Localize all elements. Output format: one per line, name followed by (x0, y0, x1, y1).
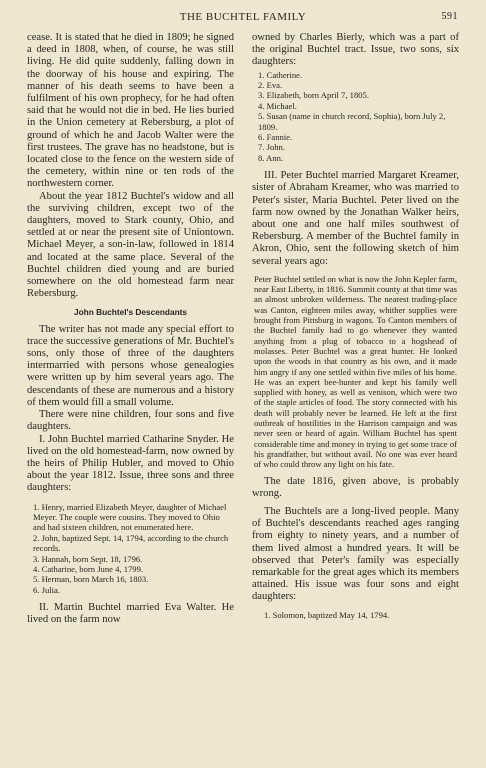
list-item: 1. Solomon, baptized May 14, 1794. (264, 609, 390, 620)
list-item: 7. John. (258, 142, 285, 153)
list-item: 3. Hannah, born Sept. 18, 1796. (33, 553, 143, 564)
children-list (252, 70, 459, 164)
list-item: 8. Ann. (258, 152, 284, 163)
left-column (27, 32, 234, 627)
paragraph: About the year 1812 Buchtel's widow and all the surviving children, except two of the daughters, moved to Stark county, Ohio, and settled at or near the present site of Uniontown. Michael Meyer, a son-in-law, followed in 1814 and located at the same place. Several of the Buchtel children died young and are buried somewhere on the old homestead farm near Rebersburg. (27, 190, 234, 300)
right-column (252, 32, 459, 620)
list-item: 1. Catherine. (258, 69, 303, 80)
list-item: 6. Fannie. (258, 132, 293, 143)
section-heading: John Buchtel's Descendants (73, 307, 188, 318)
list-item: 5. Herman, born March 16, 1803. (33, 574, 149, 585)
header-title: THE BUCHTEL FAMILY (179, 11, 307, 23)
list-item: 2. John, baptized Sept. 14, 1794, according to the church records. (33, 532, 229, 554)
paragraph: The date 1816, given above, is probably wrong. (252, 475, 459, 499)
list-item: 1. Henry, married Elizabeth Meyer, daughter of Michael Meyer. The couple were cousins. They moved to Ohio and had sixteen children, not enumerated here. (33, 501, 227, 533)
list-item: 4. Catharine, born June 4, 1799. (33, 563, 144, 574)
paragraph: owned by Charles Bierly, which was a part of the original Buchtel tract. Issue, two sons, six daughters: (252, 32, 459, 68)
running-header (0, 9, 486, 27)
quoted-sketch: Peter Buchtel settled on what is now the John Kepler farm, near East Liberty, in 1816. Summit county at that time was an almost unbroken wilderness. The nearest trading-place was Canton, eighteen miles away, whither supplies were brought from Pittsburg in wagons. To Canton members of the Buchtel family had to go whenever they wanted anything from a plug of tobacco to a hogshead of molasses. Peter Buchtel was a great hunter. He looked upon the woods in that country as his own, and it made him angry if any one settled within five miles of his home. He was an expert bee-hunter and kept his family well supplied with honey, as well as venison, which were two of the staple articles of food. The story connected with his death will probably never be learned. He left at the first outbreak of hostilities in the Harrison campaign and was never seen or heard of again. William Buchtel has spent considerable time and money in trying to get some trace of his grandfather, but without avail. No one was ever heard of who could throw any light on his fate. (254, 273, 457, 470)
children-list (27, 502, 234, 596)
paragraph: II. Martin Buchtel married Eva Walter. He lived on the farm now (27, 602, 234, 626)
paragraph: I. John Buchtel married Catharine Snyder. He lived on the old homestead-farm, now owned by the heirs of Philip Hubler, and moved to Ohio about the year 1812. Issue, three sons and three daughters: (27, 433, 234, 494)
list-item: 6. Julia. (33, 584, 60, 595)
paragraph: cease. It is stated that he died in 1809; he signed a deed in 1808, when, of course, he was still living. He did quite suddenly, falling down in the doorway of his house and expiring. The manner of his death seems to have been a fulfilment of his own prophecy, for he had often said that he would not die in bed. He lies buried in the Union cemetery at Rebersburg, a plot of ground of which he and Jacob Walter were the first trustees. The grave has no headstone, but is located close to the fence on the western side of the cemetery, within nine or ten rods of the northwestern corner. (27, 32, 234, 190)
list-item: 2. Eva. (258, 80, 283, 91)
paragraph: The Buchtels are a long-lived people. Many of Buchtel's descendants reached ages ranging from eighty to ninety years, and a number of them lived almost a hundred years. It will be observed that Peter's family was especially remarkable for the great ages which its members attained. His issue was four sons and eight daughters: (252, 505, 459, 603)
list-item: 5. Susan (name in church record, Sophia), born July 2, 1809. (258, 111, 446, 132)
page-number: 591 (441, 11, 458, 22)
paragraph: III. Peter Buchtel married Margaret Kreamer, sister of Abraham Kreamer, who was married to Peter's sister, Maria Buchtel. Peter lived on the farm now owned by the Jonathan Walker heirs, about one and one half miles southwest of Rebersburg. A member of the Buchtel family in Akron, Ohio, sent the following sketch of him several years ago: (252, 170, 459, 267)
paragraph: There were nine children, four sons and five daughters. (27, 409, 234, 433)
list-item: 4. Michael. (258, 100, 297, 111)
list-item: 3. Elizabeth, born April 7, 1805. (258, 90, 369, 101)
paragraph: The writer has not made any special effort to trace the successive generations of Mr. Buchtel's sons, only those of three of the daughters intermarried with persons whose genealogies were written up by him several years ago. The descendants of these are numerous and a history of them would fill a small volume. (27, 323, 234, 408)
